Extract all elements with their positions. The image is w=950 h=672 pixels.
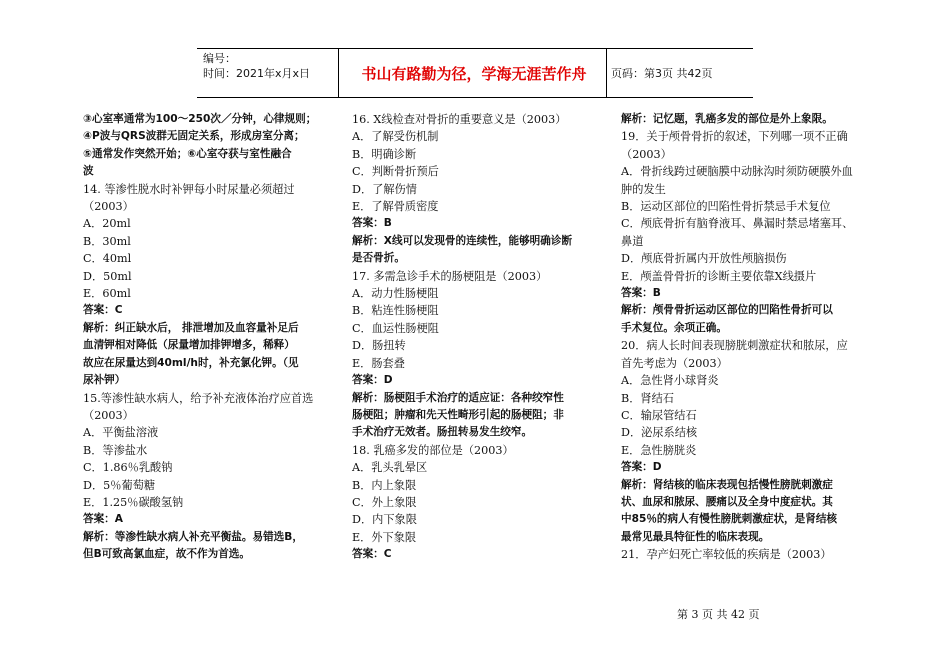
- text-column-2: [352, 111, 607, 564]
- text-line: E．肠套叠: [352, 356, 405, 370]
- text-line: E．60ml: [83, 287, 131, 301]
- text-line: D．5％葡萄糖: [83, 478, 156, 492]
- text-line: B．内上象限: [352, 478, 417, 492]
- text-line: （2003）: [83, 200, 134, 214]
- text-line: B．明确诊断: [352, 147, 417, 161]
- page-header: [197, 48, 753, 98]
- text-line: 中85％的病人有慢性膀胱刺激症状，是肾结核: [621, 513, 838, 526]
- text-line: C．40ml: [83, 252, 132, 266]
- text-line: 答案：B: [352, 217, 392, 230]
- text-line: 解析：肾结核的临床表现包括慢性膀胱刺激症: [621, 478, 833, 491]
- text-line: C．外上象限: [352, 495, 417, 509]
- text-line: 19．关于颅骨骨折的叙述，下列哪一项不正确: [621, 130, 848, 144]
- text-line: D．50ml: [83, 269, 132, 283]
- text-line: 14. 等渗性脱水时补钾每小时尿量必须超过: [83, 182, 295, 196]
- text-line: 解析：肠梗阻手术治疗的适应证：各种绞窄性: [352, 391, 564, 404]
- text-line: （2003）: [621, 147, 672, 161]
- text-line: C．输尿管结石: [621, 408, 697, 422]
- text-line: 手术复位。余项正确。: [621, 321, 727, 334]
- text-line: 但B可致高氯血症，故不作为首选。: [83, 548, 250, 561]
- text-line: 血清钾相对降低（尿量增加排钾增多，稀释）: [83, 339, 295, 352]
- text-line: 解析：记忆题，乳癌多发的部位是外上象限。: [621, 113, 833, 125]
- text-line: 答案：D: [621, 461, 662, 474]
- text-line: A．骨折线跨过硬脑膜中动脉沟时须防硬膜外血: [621, 165, 853, 179]
- text-line: 最常见最具特征性的临床表现。: [621, 530, 770, 543]
- header-number-label: 编号：: [203, 52, 236, 65]
- text-line: 鼻道: [621, 234, 644, 248]
- text-line: ③心室率通常为100～250次／分钟，心律规则；: [83, 113, 317, 125]
- text-line: A．了解受伤机制: [352, 130, 439, 144]
- header-meta: [203, 51, 310, 81]
- text-line: （2003）: [83, 408, 134, 422]
- text-line: 18. 乳癌多发的部位是（2003）: [352, 443, 514, 457]
- text-line: D．了解伤情: [352, 182, 417, 196]
- text-line: D．颅底骨折属内开放性颅脑损伤: [621, 252, 787, 266]
- header-time-label: 时间：2021年x月x日: [203, 67, 311, 80]
- text-line: B．运动区部位的凹陷性骨折禁忌手术复位: [621, 200, 831, 214]
- text-line: 是否骨折。: [352, 252, 405, 265]
- text-line: C．1.86％乳酸钠: [83, 461, 173, 475]
- text-line: 故应在尿量达到40ml/h时，补充氯化钾。（见: [83, 356, 299, 369]
- header-divider: [338, 49, 339, 97]
- text-line: B．粘连性肠梗阻: [352, 304, 439, 318]
- text-line: D．肠扭转: [352, 339, 406, 353]
- text-line: D．内下象限: [352, 513, 417, 527]
- text-line: ⑤通常发作突然开始；⑥心室夺获与室性融合: [83, 147, 292, 160]
- text-line: B．30ml: [83, 234, 131, 248]
- text-line: 答案：C: [83, 304, 123, 317]
- text-line: 16. X线检查对骨折的重要意义是（2003）: [352, 113, 567, 126]
- text-line: E．外下象限: [352, 530, 417, 544]
- text-line: 20．病人长时间表现膀胱刺激症状和脓尿，应: [621, 339, 848, 353]
- text-line: D．泌尿系结核: [621, 426, 698, 440]
- text-line: 波: [83, 165, 94, 178]
- text-line: A．急性肾小球肾炎: [621, 374, 719, 388]
- text-line: A．20ml: [83, 217, 131, 231]
- header-motto: 书山有路勤为径，学海无涯苦作舟: [361, 64, 587, 83]
- page-footer: 第 3 页 共 42 页: [677, 608, 760, 621]
- text-line: 肿的发生: [621, 182, 666, 196]
- text-line: 肠梗阻；肿瘤和先天性畸形引起的肠梗阻；非: [352, 408, 564, 421]
- header-page-label: 页码：第3页 共42页: [611, 67, 713, 80]
- text-line: 答案：C: [352, 548, 392, 561]
- text-line: 解析：X线可以发现骨的连续性，能够明确诊断: [352, 234, 573, 247]
- text-line: A．乳头乳晕区: [352, 461, 428, 475]
- text-line: 手术治疗无效者。肠扭转易发生绞窄。: [352, 426, 533, 439]
- text-line: 尿补钾）: [83, 374, 126, 387]
- text-line: E．1.25％碳酸氢钠: [83, 495, 184, 509]
- text-line: A．动力性肠梗阻: [352, 287, 439, 301]
- text-line: 答案：A: [83, 513, 123, 526]
- text-line: E．急性膀胱炎: [621, 443, 697, 457]
- text-line: C．血运性肠梗阻: [352, 321, 439, 335]
- text-line: A．平衡盐溶液: [83, 426, 159, 440]
- text-line: 解析：颅骨骨折运动区部位的凹陷性骨折可以: [621, 304, 833, 317]
- text-line: 解析：等渗性缺水病人补充平衡盐。易错选B，: [83, 530, 303, 543]
- text-line: B．等渗盐水: [83, 443, 148, 457]
- text-column-3: [621, 111, 871, 564]
- text-line: E．颅盖骨骨折的诊断主要依靠X线摄片: [621, 269, 817, 283]
- text-line: 15.等渗性缺水病人，给予补充液体治疗应首选: [83, 391, 314, 405]
- text-line: C．颅底骨折有脑脊液耳、鼻漏时禁忌堵塞耳、: [621, 217, 854, 231]
- text-line: 答案：B: [621, 287, 661, 300]
- text-column-1: [83, 111, 333, 564]
- text-line: B．肾结石: [621, 391, 674, 405]
- text-line: 解析：纠正缺水后， 排泄增加及血容量补足后: [83, 321, 299, 334]
- text-line: 状、血尿和脓尿、腰痛以及全身中度症状。其: [621, 495, 833, 508]
- text-line: ④P波与QRS波群无固定关系，形成房室分离；: [83, 130, 305, 143]
- text-line: E．了解骨质密度: [352, 200, 439, 214]
- text-line: 首先考虑为（2003）: [621, 356, 728, 370]
- text-line: 答案：D: [352, 374, 393, 387]
- text-line: 17. 多需急诊手术的肠梗阻是（2003）: [352, 269, 548, 283]
- text-line: 21．孕产妇死亡率较低的疾病是（2003）: [621, 548, 832, 562]
- header-divider: [606, 49, 607, 97]
- text-line: C．判断骨折预后: [352, 165, 439, 179]
